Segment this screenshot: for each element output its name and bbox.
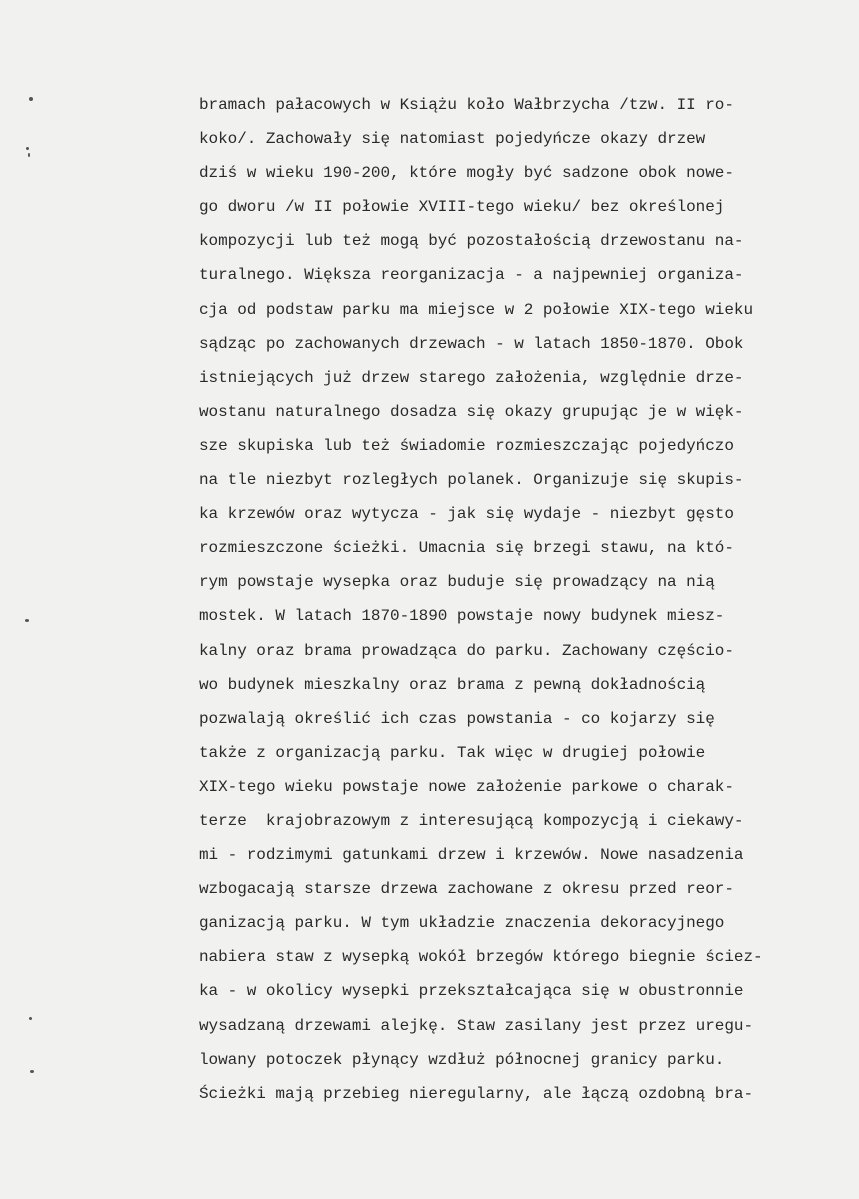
margin-dot-mark bbox=[26, 147, 29, 150]
text-line: pozwalają określić ich czas powstania - co kojarzy się bbox=[199, 709, 715, 728]
margin-dot-mark bbox=[30, 1070, 34, 1073]
text-line: dziś w wieku 190-200, które mogły być sadzone obok nowe- bbox=[199, 164, 734, 183]
margin-dot-mark bbox=[28, 153, 30, 157]
text-line: bramach pałacowych w Książu koło Wałbrzycha /tzw. II ro- bbox=[199, 96, 734, 114]
text-line: Ścieżki mają przebieg nieregularny, ale łączą ozdobną bra- bbox=[199, 1084, 753, 1103]
text-line: koko/. Zachowały się natomiast pojedyńcze okazy drzew bbox=[199, 130, 706, 149]
text-line: ka krzewów oraz wytycza - jak się wydaje - niezbyt gęsto bbox=[199, 505, 734, 524]
text-line: terze krajobrazowym z interesującą kompozycją i ciekawy- bbox=[199, 811, 744, 830]
text-line: sądząc po zachowanych drzewach - w latach 1850-1870. Obok bbox=[199, 334, 744, 353]
text-line: istniejących już drzew starego założenia, względnie drze- bbox=[199, 368, 744, 387]
text-line: turalnego. Większa reorganizacja - a najpewniej organiza- bbox=[199, 266, 744, 285]
text-line: kompozycji lub też mogą być pozostałością drzewostanu na- bbox=[199, 232, 744, 251]
text-line: wzbogacają starsze drzewa zachowane z okresu przed reor- bbox=[199, 880, 734, 899]
margin-dot-mark bbox=[25, 619, 29, 622]
typed-text-body bbox=[199, 88, 819, 1111]
text-line: cja od podstaw parku ma miejsce w 2 połowie XIX-tego wieku bbox=[199, 300, 753, 319]
margin-dot-mark bbox=[29, 1017, 32, 1020]
text-line: mostek. W latach 1870-1890 powstaje nowy budynek miesz- bbox=[199, 607, 725, 626]
text-line: kalny oraz brama prowadząca do parku. Zachowany częścio- bbox=[199, 641, 734, 660]
text-line: także z organizacją parku. Tak więc w drugiej połowie bbox=[199, 743, 706, 762]
text-line: mi - rodzimymi gatunkami drzew i krzewów. Nowe nasadzenia bbox=[199, 846, 744, 865]
text-line: wysadzaną drzewami alejkę. Staw zasilany jest przez uregu- bbox=[199, 1016, 753, 1035]
text-line: sze skupiska lub też świadomie rozmieszczając pojedyńczo bbox=[199, 436, 734, 455]
text-line: na tle niezbyt rozległych polanek. Organizuje się skupis- bbox=[199, 471, 744, 490]
text-line: go dworu /w II połowie XVIII-tego wieku/ bez określonej bbox=[199, 198, 725, 217]
margin-dot-mark bbox=[29, 97, 33, 101]
text-line: ka - w okolicy wysepki przekształcająca się w obustronnie bbox=[199, 982, 744, 1001]
text-line: lowany potoczek płynący wzdłuż północnej granicy parku. bbox=[199, 1050, 725, 1069]
text-line: rozmieszczone ścieżki. Umacnia się brzegi stawu, na któ- bbox=[199, 539, 734, 558]
text-line: wostanu naturalnego dosadza się okazy grupując je w więk- bbox=[199, 402, 744, 421]
text-line: wo budynek mieszkalny oraz brama z pewną dokładnością bbox=[199, 675, 706, 694]
text-line: rym powstaje wysepka oraz buduje się prowadzący na nią bbox=[199, 573, 715, 592]
text-line: nabiera staw z wysepką wokół brzegów którego biegnie ściez- bbox=[199, 948, 763, 967]
text-line: ganizacją parku. W tym układzie znaczenia dekoracyjnego bbox=[199, 914, 725, 933]
text-line: XIX-tego wieku powstaje nowe założenie parkowe o charak- bbox=[199, 777, 734, 796]
